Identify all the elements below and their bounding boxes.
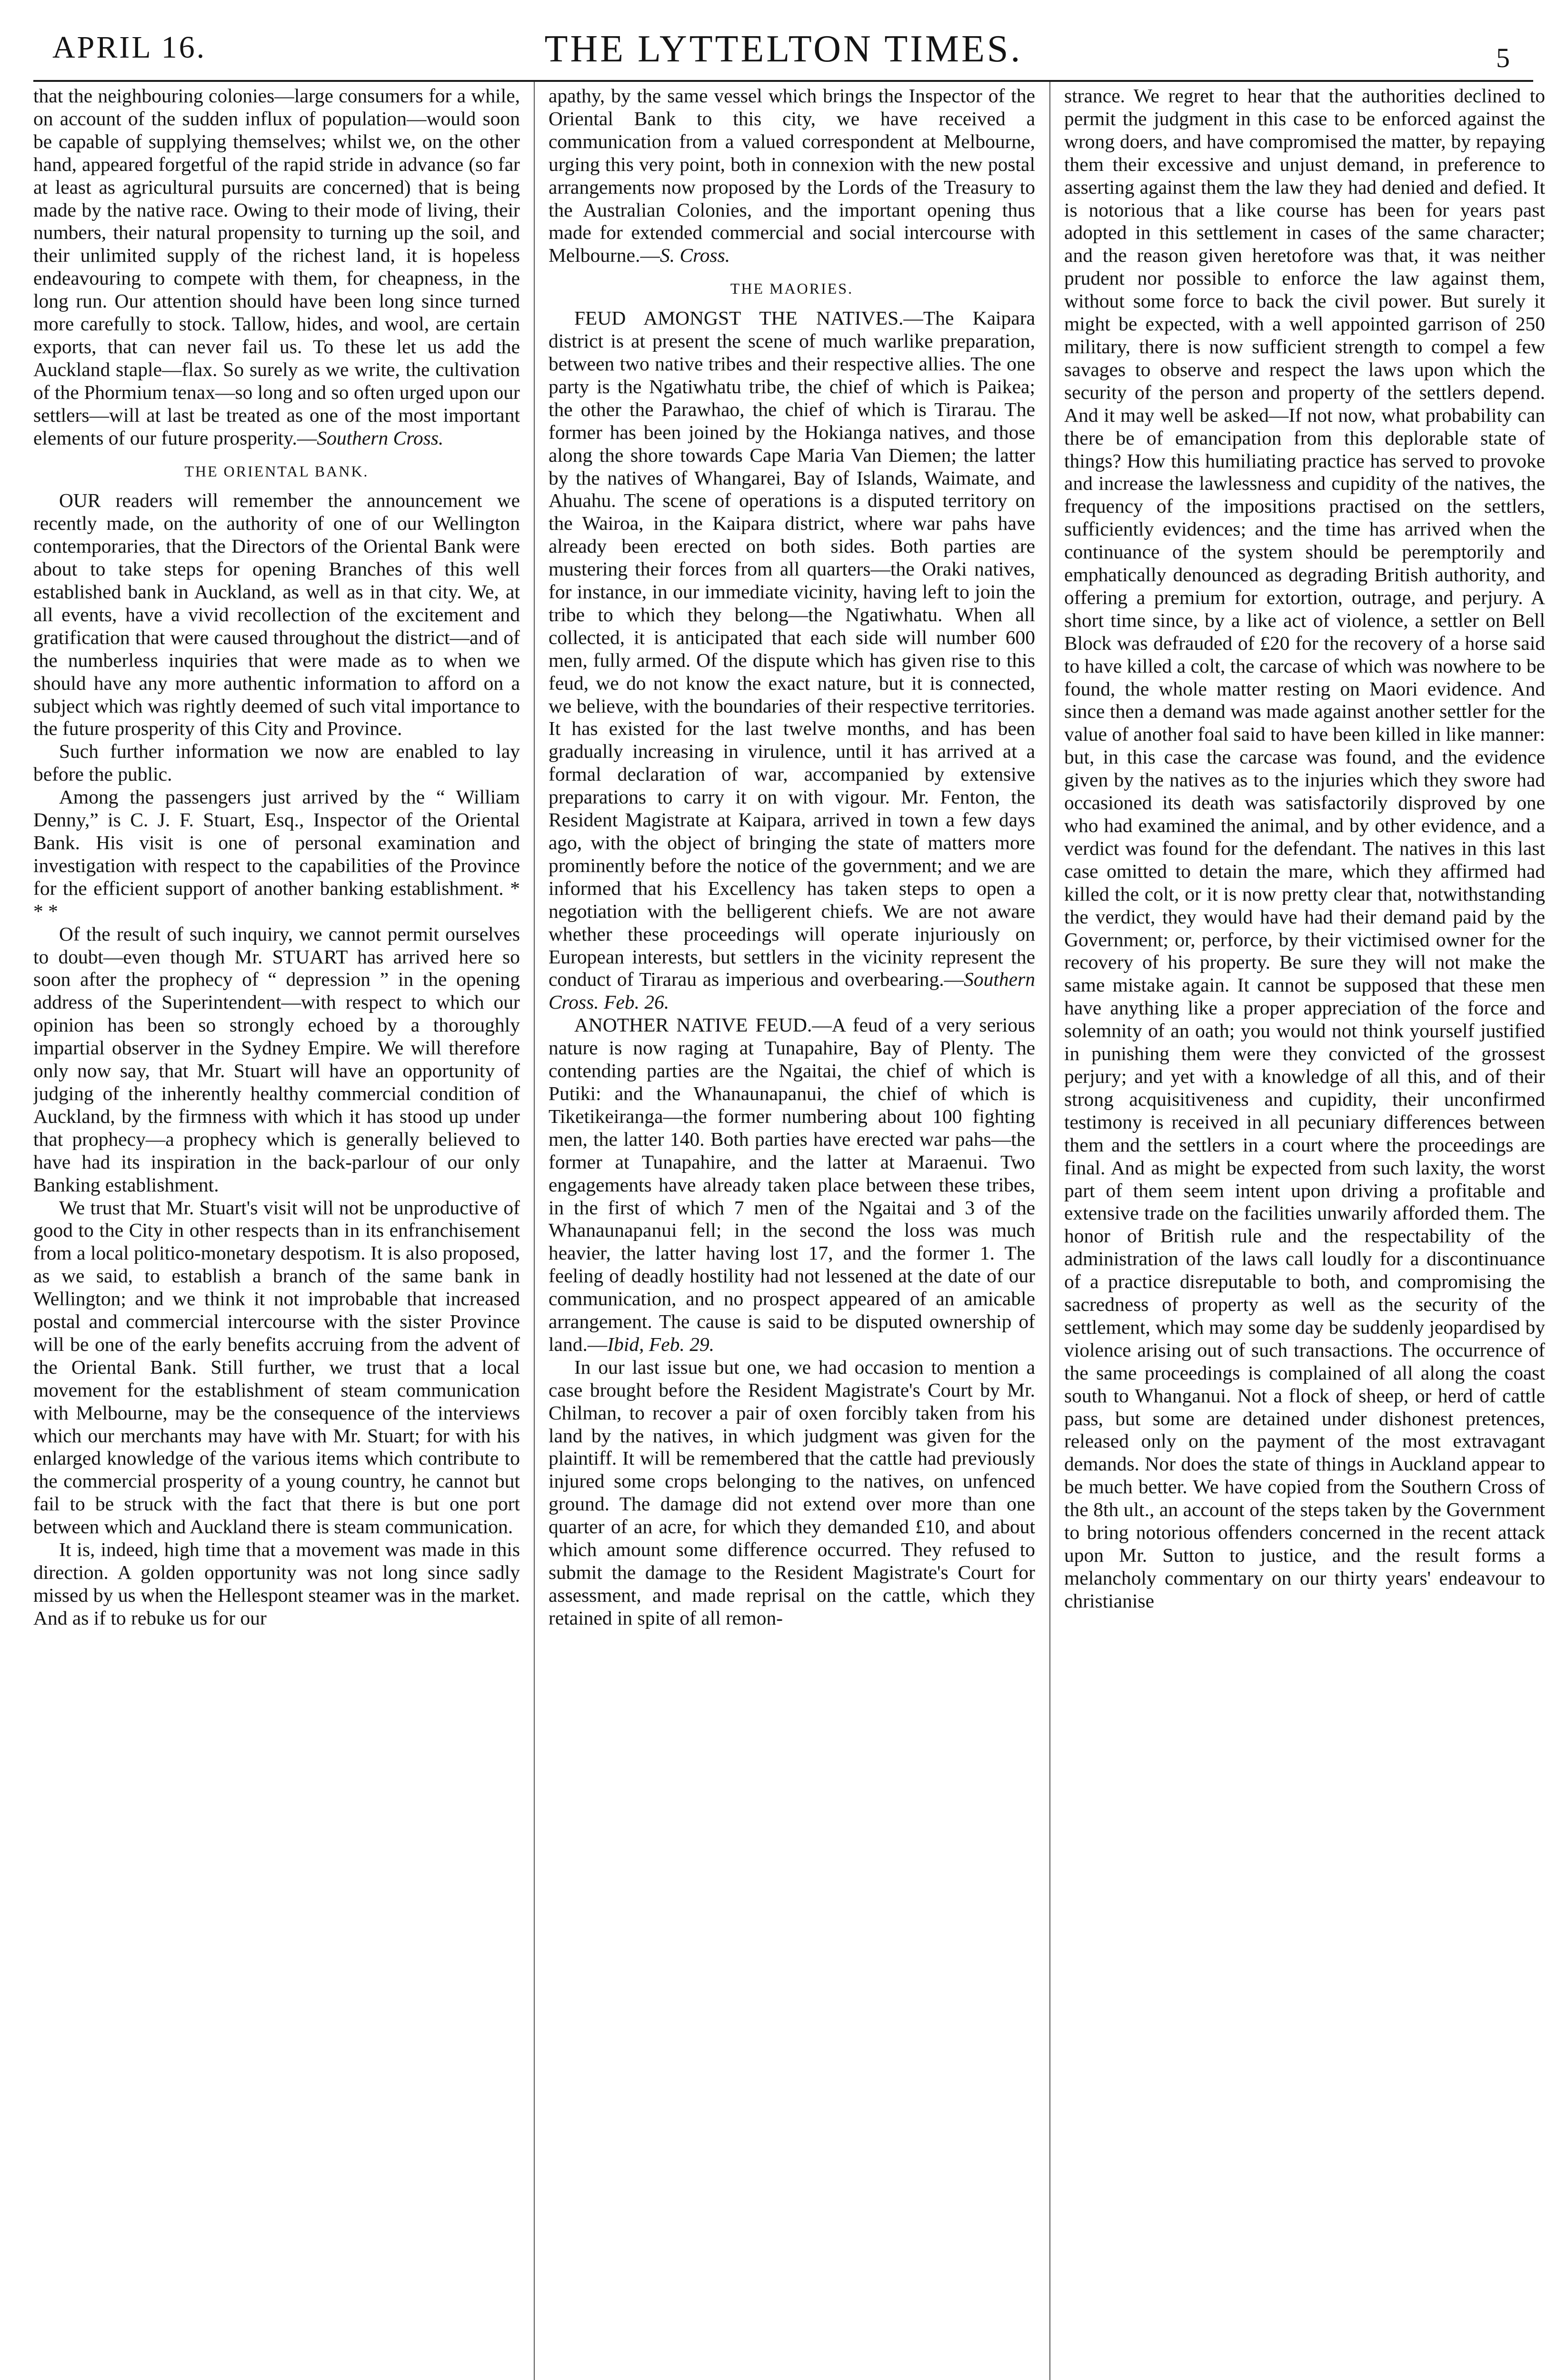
article-paragraph: strance. We regret to hear that the authorities declined to permit the judgment in this case to be enforced against the wrong doers, and have compromised the matter, by repaying them their excessive and unjust demand, in preference to asserting against them the law they had denied and defied. It is notorious that a like course has been for years past adopted in this settlement in cases of the same character; and the reason given heretofore was that, it was neither prudent nor possible to enforce the law against them, without some force to back the civil power. But surely it might be expected, with a well appointed garrison of 250 military, there is now sufficient strength to compel a few savages to observe and respect the laws upon which the security of the person and property of the settlers depend. And it may well be asked—If not now, what probability can there be of emancipation from this deplorable state of things? How this humiliating practice has served to provoke and increase the lawlessness and cupidity of the natives, the frequency of the impositions practised on the settlers, sufficiently evidences; and the time has arrived when the continuance of the system should be peremptorily and emphatically denounced as degrading British authority, and offering a premium for extortion, outrage, and perjury. A short time since, by a like act of violence, a settler on Bell Block was defrauded of £20 for the recovery of a horse said to have killed a colt, the carcase of which was nowhere to be found, the whole matter resting on Maori evidence. And since then a demand was made against another settler for the value of another foal said to have been killed in like manner: but, in this case the carcase was found, and the evidence given by the natives as to the injuries which they swore had occasioned its death was satisfactorily disproved by one who had examined the animal, and by other evidence, and a verdict was found for the defendant. The natives in this last case omitted to detain the mare, which they affirmed had killed the colt, or it is now pretty clear that, notwithstanding the verdict, they would have had their demand paid by the Government; or, perforce, by their victimised owner for the recovery of his property. Be sure they will not make the same mistake again. It cannot be supposed that these men have anything like a proper appreciation of the force and solemnity of an oath; you would not think yourself justified in punishing them were they convicted of the grossest perjury; and yet with a knowledge of all this, and of their strong acquisitiveness and cupidity, their unconfirmed testimony is received in all pecuniary differences between them and the settlers in a court where the proceedings are final. And as might be expected from such laxity, the worst part of them seem intent upon driving a profitable and extensive trade on the facilities unwarily afforded them. The honor of British rule and the respectability of the administration of the laws call loudly for a discontinuance of a practice disreputable to both, and compromising the sacredness of property as well as the security of the settlement, which may some day be suddenly jeopardised by violence arising out of such transactions. The occurrence of the same proceedings is complained of all along the coast south to Whanganui. Not a flock of sheep, or herd of cattle pass, but some are detained under dishonest pretences, released only on the payment of the most extravagant demands. Nor does the state of things in Auckland appear to be much better. We have copied from the Southern Cross of the 8th ult., an account of the steps taken by the Government to bring notorious offenders concerned in the recent attack upon Mr. Sutton to justice, and the result forms a melancholy commentary on our thirty years' endeavour to christianise <box>1064 85 1545 1612</box>
article-paragraph: Of the result of such inquiry, we cannot permit ourselves to doubt—even though Mr. STUART has arrived here so soon after the prophecy of “ depression ” in the opening address of the Superintendent—with respect to which our opinion has been so strongly echoed by a thoroughly impartial observer in the Sydney Empire. We will therefore only now say, that Mr. Stuart will have an opportunity of judging of the inherently healthy commercial condition of Auckland, by the firmness with which it has stood up under that prophecy—a prophecy which is generally believed to have had its inspiration in the back-parlour of our only Banking establishment. <box>33 922 520 1196</box>
column-divider <box>534 82 535 2380</box>
source-credit: Southern Cross. <box>317 426 444 449</box>
newspaper-title: THE LYTTELTON TIMES. <box>544 28 1023 70</box>
article-paragraph: FEUD AMONGST THE NATIVES.—The Kaipara district is at present the scene of much warlike preparation, between two native tribes and their respective allies. The one party is the Ngatiwhatu tribe, the chief of which is Paikea; the other the Parawhao, the chief of which is Tirarau. The former has been joined by the Hokianga natives, and those along the shore towards Cape Maria Van Diemen; the latter by the natives of Whangarei, Bay of Islands, Waimate, and Ahuahu. The scene of operations is a disputed territory on the Wairoa, in the Kaipara district, where war pahs have already been erected on both sides. Both parties are mustering their forces from all quarters—the Oraki natives, for instance, in our immediate vicinity, having left to join the tribe to which they belong—the Ngatiwhatu. When all collected, it is anticipated that each side will number 600 men, fully armed. Of the dispute which has given rise to this feud, we do not know the exact nature, but it is connected, we believe, with the boundaries of their respective territories. It has existed for the last twelve months, and has been gradually increasing in virulence, until it has arrived at a formal declaration of war, accompanied by extensive preparations to carry it on with vigour. Mr. Fenton, the Resident Magistrate at Kaipara, arrived in town a few days ago, with the object of bringing the state of matters more prominently before the notice of the government; and we are informed that his Excellency has taken steps to open a negotiation with the belligerent chiefs. We are not aware whether these proceedings will operate injuriously on European interests, but settlers in the vicinity represent the conduct of Tirarau as imperious and overbearing.—Southern Cross. Feb. 26. <box>549 307 1035 1013</box>
article-paragraph: In our last issue but one, we had occasion to mention a case brought before the Resident Magistrate's Court by Mr. Chilman, to recover a pair of oxen forcibly taken from his land by the natives, in which judgment was given for the plaintiff. It will be remembered that the cattle had previously injured some crops belonging to the natives, on unfenced ground. The damage did not extend over more than one quarter of an acre, for which they demanded £10, and about which amount some difference occurred. They refused to submit the damage to the Resident Magistrate's Court for assessment, and made reprisal on the cattle, which they retained in spite of all remon- <box>549 1356 1035 1629</box>
masthead <box>0 0 1567 76</box>
article-paragraph: OUR readers will remember the announcement we recently made, on the authority of one of our Wellington contemporaries, that the Directors of the Oriental Bank were about to take steps for opening Branches of this well established bank in Auckland, as well as in that city. We, at all events, have a vivid recollection of the excitement and gratification that were caused throughout the district—and of the numberless inquiries that were made as to when we should have any more authentic information to afford on a subject which was rightly deemed of such vital importance to the future prosperity of this City and Province. <box>33 489 520 740</box>
page-number: 5 <box>1496 42 1510 73</box>
source-credit: Ibid, Feb. 29. <box>607 1333 715 1355</box>
article-paragraph: Such further information we now are enabled to lay before the public. <box>33 740 520 785</box>
issue-date: APRIL 16. <box>52 30 207 65</box>
column-1 <box>33 85 520 2380</box>
article-paragraph: It is, indeed, high time that a movement was made in this direction. A golden opportunity was not long since sadly missed by us when the Hellespont steamer was in the market. And as if to rebuke us for our <box>33 1538 520 1629</box>
article-paragraph: We trust that Mr. Stuart's visit will not be unproductive of good to the City in other respects than in its enfranchisement from a local politico-monetary despotism. It is also proposed, as we said, to establish a branch of the same bank in Wellington; and we think it not improbable that increased postal and commercial intercourse with the sister Province will be one of the early benefits accruing from the advent of the Oriental Bank. Still further, we trust that a local movement for the establishment of steam communication with Melbourne, may be the consequence of the interviews which our merchants may have with Mr. Stuart; for with his enlarged knowledge of the various items which contribute to the commercial prosperity of a young country, he cannot but fail to be struck with the fact that there is but one port between which and Auckland there is steam communication. <box>33 1196 520 1538</box>
article-paragraph: ANOTHER NATIVE FEUD.—A feud of a very serious nature is now raging at Tunapahire, Bay of Plenty. The contending parties are the Ngaitai, the chief of which is Putiki: and the Whanaunapanui, the chief of which is Tiketikeiranga—the former numbering about 100 fighting men, the latter 140. Both parties have erected war pahs—the former at Tunapahire, and the latter at Maraenui. Two engagements have already taken place between these tribes, in the first of which 7 men of the Ngaitai and 3 of the Whanaunapanui fell; in the second the loss was much heavier, the latter having lost 17, and the former 1. The feeling of deadly hostility had not lessened at the date of our communication, and no prospect appeared of an amicable arrangement. The cause is said to be disputed ownership of land.—Ibid, Feb. 29. <box>549 1014 1035 1355</box>
column-divider <box>1049 82 1050 2380</box>
column-3 <box>1064 85 1545 2380</box>
article-paragraph: that the neighbouring colonies—large consumers for a while, on account of the sudden influx of population—would soon be capable of supplying themselves; whilst we, on the other hand, appeared forgetful of the rapid stride in advance (so far at least as agricultural pursuits are concerned) that is being made by the native race. Owing to their mode of living, their numbers, their natural propensity to turning up the soil, and their unlimited supply of the richest land, it is hopeless endeavouring to compete with them, for cheapness, in the long run. Our attention should have been long since turned more carefully to stock. Tallow, hides, and wool, are certain exports, that can never fail us. To these let us add the Auckland staple—flax. So surely as we write, the cultivation of the Phormium tenax—so long and so often urged upon our settlers—will at last be treated as one of the most important elements of our future prosperity.—Southern Cross. <box>33 85 520 449</box>
section-heading: THE MAORIES. <box>730 280 854 298</box>
masthead-rule <box>33 80 1533 82</box>
section-heading: THE ORIENTAL BANK. <box>184 462 369 480</box>
source-credit: S. Cross. <box>659 244 730 267</box>
article-paragraph: apathy, by the same vessel which brings the Inspector of the Oriental Bank to this city, we have received a communication from a valued correspondent at Melbourne, urging this very point, both in connexion with the new postal arrangements now proposed by the Lords of the Treasury to the Australian Colonies, and the important opening thus made for extended commercial and social intercourse with Melbourne.—S. Cross. <box>549 85 1035 267</box>
article-paragraph: Among the passengers just arrived by the “ William Denny,” is C. J. F. Stuart, Esq., Inspector of the Oriental Bank. His visit is one of personal examination and investigation with respect to the capabilities of the Province for the efficient support of another banking establishment. * * * <box>33 786 520 922</box>
source-credit: Southern Cross. Feb. 26. <box>549 968 1035 1013</box>
column-2 <box>549 85 1035 2380</box>
